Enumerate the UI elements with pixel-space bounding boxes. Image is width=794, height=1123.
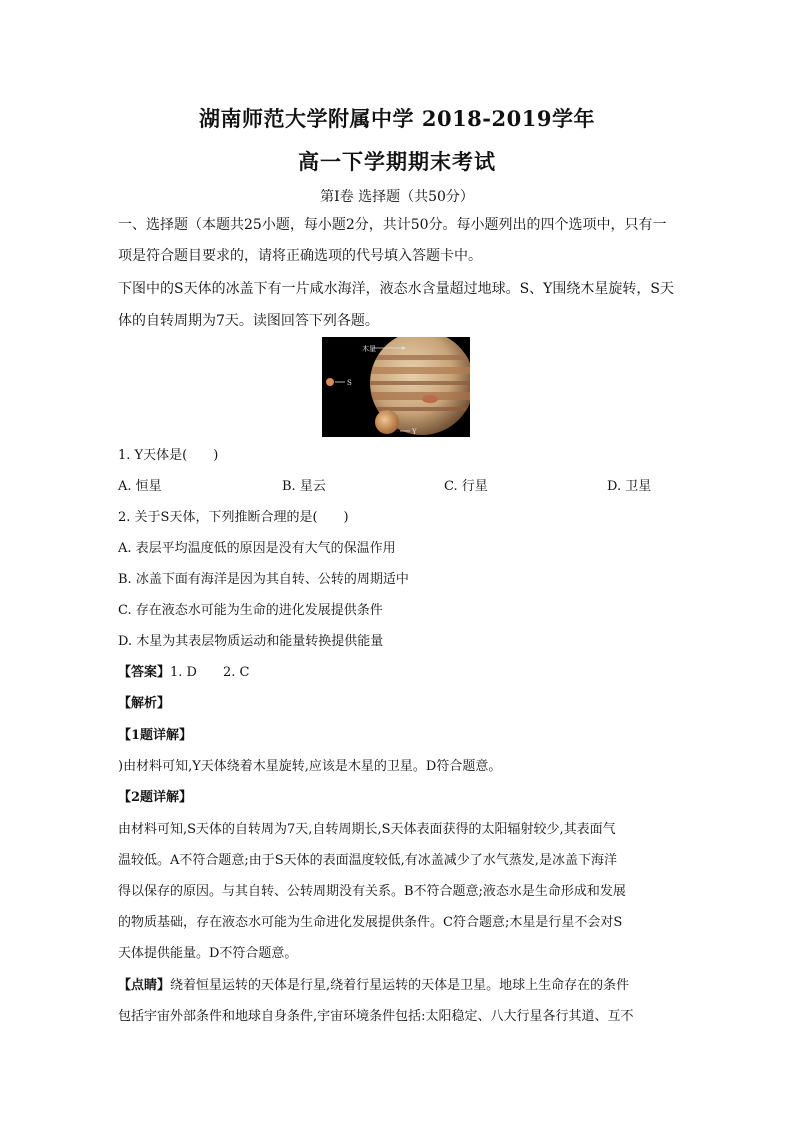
tip-line-1 xyxy=(118,976,678,996)
y-label: Y xyxy=(412,428,417,436)
y-moon xyxy=(375,410,399,434)
exam-title-school: 湖南师范大学附属中学 2018-2019学年 xyxy=(199,106,595,131)
exam-title-term: 高一下学期期末考试 xyxy=(298,149,496,174)
q1-option-a: A. 恒星 xyxy=(118,479,162,494)
jupiter-label: 木星 xyxy=(362,345,376,353)
q1-option-d: D. 卫星 xyxy=(607,479,652,494)
jupiter-moons-figure xyxy=(322,337,470,437)
tip-text-1: 绕着恒星运转的天体是行星,绕着行星运转的天体是卫星。地球上生命存在的条件 xyxy=(170,978,630,993)
answer-text: 1. D 2. C xyxy=(170,665,250,680)
material-line-2: 体的自转周期为7天。读图回答下列各题。 xyxy=(118,313,379,329)
analysis-heading: 【解析】 xyxy=(118,696,171,711)
q2-detail-line-2: 温较低。A不符合题意;由于S天体的表面温度较低,有冰盖减少了水气蒸发,是冰盖下海洋 xyxy=(118,853,617,868)
q2-option-b: B. 冰盖下面有海洋是因为其自转、公转的周期适中 xyxy=(118,572,409,587)
material-line-1: 下图中的S天体的冰盖下有一片咸水海洋，液态水含量超过地球。S、Y围绕木星旋转，S天 xyxy=(118,281,675,297)
q1-option-c: C. 行星 xyxy=(444,479,488,494)
instruction-line-2: 项是符合题目要求的，请将正确选项的代号填入答题卡中。 xyxy=(118,248,482,264)
q1-detail-text: )由材料可知,Y天体绕着木星旋转,应该是木星的卫星。D符合题意。 xyxy=(118,759,502,774)
answer-line xyxy=(118,663,678,683)
q2-option-a: A. 表层平均温度低的原因是没有大气的保温作用 xyxy=(118,541,396,556)
q2-option-c: C. 存在液态水可能为生命的进化发展提供条件 xyxy=(118,603,383,618)
q2-option-d: D. 木星为其表层物质运动和能量转换提供能量 xyxy=(118,634,384,649)
q2-detail-line-1: 由材料可知,S天体的自转周为7天,自转周期长,S天体表面获得的太阳辐射较少,其表面气 xyxy=(118,822,616,837)
q1-option-b: B. 星云 xyxy=(282,479,326,494)
section-heading: 第Ⅰ卷 选择题（共50分） xyxy=(320,189,474,205)
instruction-line-1: 一、选择题（本题共25小题，每小题2分，共计50分。每小题列出的四个选项中，只有一 xyxy=(118,217,667,233)
answer-label: 【答案】 xyxy=(118,665,171,680)
s-label: S xyxy=(347,379,352,387)
tip-line-2: 包括宇宙外部条件和地球自身条件,宇宙环境条件包括:太阳稳定、八大行星各行其道、互不 xyxy=(118,1009,634,1024)
question-1-stem: 1. Y天体是( ) xyxy=(118,448,219,463)
q2-detail-line-5: 天体提供能量。D不符合题意。 xyxy=(118,946,298,961)
q2-detail-line-3: 得以保存的原因。与其自转、公转周期没有关系。B不符合题意;液态水是生命形成和发展 xyxy=(118,884,626,899)
s-moon xyxy=(326,378,334,386)
q2-detail-line-4: 的物质基础，存在液态水可能为生命进化发展提供条件。C符合题意;木星是行星不会对S xyxy=(118,915,623,930)
q2-detail-heading: 【2题详解】 xyxy=(118,790,193,805)
tip-label: 【点睛】 xyxy=(118,978,171,993)
q1-detail-heading: 【1题详解】 xyxy=(118,728,193,743)
question-2-stem: 2. 关于S天体，下列推断合理的是( ) xyxy=(118,510,349,525)
